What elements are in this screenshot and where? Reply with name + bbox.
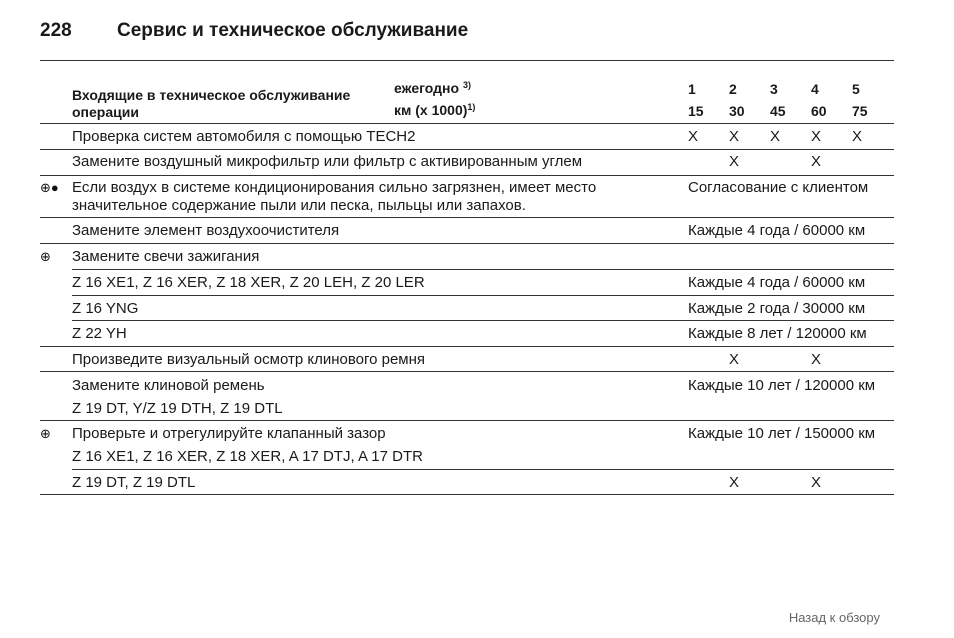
interval-text: Каждые 10 лет / 120000 км [688, 377, 876, 394]
service-number: 1 [688, 81, 696, 97]
service-number: 4 [811, 81, 819, 97]
interval-text: Согласование с клиентом [688, 179, 869, 196]
service-symbols-icon: ⊕● [40, 180, 59, 195]
operation-text: Замените свечи зажигания [72, 248, 260, 265]
row-divider [40, 371, 894, 372]
row-divider [40, 243, 894, 244]
service-mark: X [729, 128, 740, 145]
row-divider [40, 149, 894, 150]
operation-text: Замените клиновой ремень [72, 377, 265, 394]
operation-text: Замените элемент воздухоочистителя [72, 222, 340, 239]
service-mark: X [811, 153, 822, 170]
service-symbols-icon: ⊕ [40, 249, 51, 264]
service-symbols-icon: ⊕ [40, 426, 51, 441]
operation-text: Проверка систем автомобиля с помощью TECH2 [72, 128, 416, 145]
engine-list-text: Z 16 YNG [72, 300, 139, 317]
row-divider [72, 295, 894, 296]
interval-text: Каждые 10 лет / 150000 км [688, 425, 876, 442]
operation-text: Если воздух в системе кондиционирования сильно загрязнен, имеет место значительное содержание пыли или песка, пыльцы или запахов. [72, 179, 597, 214]
operations-header: Входящие в техническое обслуживание операции [72, 87, 351, 120]
service-number: 3 [770, 81, 778, 97]
service-mark: X [729, 474, 740, 491]
interval-text: Каждые 2 года / 30000 км [688, 300, 866, 317]
back-to-overview-link[interactable]: Назад к обзору [788, 610, 880, 625]
service-mark: X [688, 128, 699, 145]
row-divider [72, 469, 894, 470]
service-mark: X [729, 153, 740, 170]
table-bottom-rule [40, 494, 894, 495]
title-rule [40, 60, 894, 61]
engine-list-text: Z 16 XE1, Z 16 XER, Z 18 XER, A 17 DTJ, A 17 DTR [72, 448, 423, 465]
operation-text: Замените воздушный микрофильтр или фильтр с активированным углем [72, 153, 582, 170]
interval-text: Каждые 8 лет / 120000 км [688, 325, 867, 342]
operation-text: Проверьте и отрегулируйте клапанный зазор [72, 425, 386, 442]
engine-list-text: Z 19 DT, Y/Z 19 DTH, Z 19 DTL [72, 400, 283, 417]
page-number: 228 [40, 20, 72, 41]
row-divider [40, 420, 894, 421]
interval-header-yearly: ежегодно $^{3)}$ [394, 80, 471, 96]
km-value: 75 [852, 103, 868, 119]
service-mark: X [811, 474, 822, 491]
page-title: Сервис и техническое обслуживание [117, 20, 469, 41]
service-mark: X [729, 351, 740, 368]
service-mark: X [811, 128, 822, 145]
service-mark: X [770, 128, 781, 145]
interval-text: Каждые 4 года / 60000 км [688, 274, 866, 291]
header-rule [40, 123, 894, 124]
engine-list-text: Z 22 YH [72, 325, 127, 342]
interval-header-km: км (x 1000)$^{1)}$ [394, 102, 476, 118]
km-value: 60 [811, 103, 827, 119]
km-value: 15 [688, 103, 704, 119]
service-number: 5 [852, 81, 860, 97]
service-number: 2 [729, 81, 737, 97]
row-divider [72, 320, 894, 321]
row-divider [40, 346, 894, 347]
interval-text: Каждые 4 года / 60000 км [688, 222, 866, 239]
row-divider [72, 269, 894, 270]
row-divider [40, 217, 894, 218]
service-mark: X [852, 128, 863, 145]
engine-list-text: Z 19 DT, Z 19 DTL [72, 474, 196, 491]
km-value: 45 [770, 103, 786, 119]
operation-text: Произведите визуальный осмотр клинового ремня [72, 351, 426, 368]
service-mark: X [811, 351, 822, 368]
engine-list-text: Z 16 XE1, Z 16 XER, Z 18 XER, Z 20 LEH, Z 20 LER [72, 274, 425, 291]
row-divider [40, 175, 894, 176]
km-value: 30 [729, 103, 745, 119]
